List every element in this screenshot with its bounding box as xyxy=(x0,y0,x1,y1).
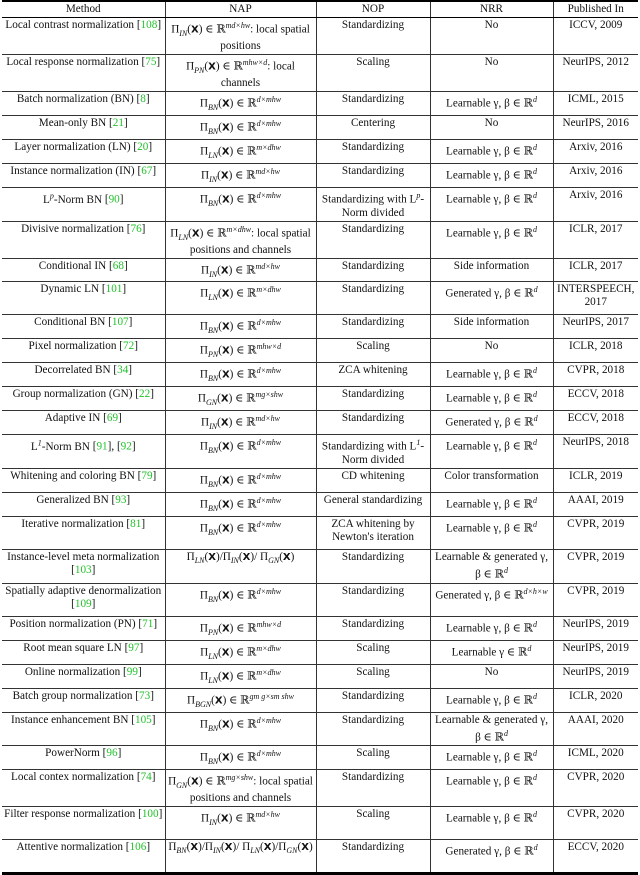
table-row xyxy=(2,583,638,616)
nop-cell: Scaling xyxy=(316,807,430,840)
nrr-cell: Learnable γ, β ∈ ℝ$^d$ xyxy=(430,163,553,187)
nop-cell: Scaling xyxy=(316,664,430,688)
published-cell: ICLR, 2017 xyxy=(553,258,638,282)
nrr-cell: No xyxy=(430,115,553,139)
nop-cell: Standardizing xyxy=(316,583,430,616)
nap-cell: $\Pi_{PN}(X)$ ∈ ℝ$^{mhw\times d}$: local channels xyxy=(165,54,316,91)
nop-cell: Standardizing xyxy=(316,712,430,746)
table-row xyxy=(2,18,638,55)
nop-cell: Standardizing with $L^p$-Norm divided xyxy=(316,187,430,221)
method-name: PowerNorm xyxy=(45,747,100,760)
published-cell: NeurIPS, 2019 xyxy=(553,664,638,688)
table-row xyxy=(2,339,638,363)
nap-cell: $\Pi_{IN}(X)$ ∈ ℝ$^{md\times hw}$: local spatial positions xyxy=(165,18,316,55)
nop-cell: Standardizing xyxy=(316,840,430,874)
method-cell xyxy=(2,387,165,411)
table-row xyxy=(2,807,638,840)
table-row xyxy=(2,282,638,315)
method-name: Batch normalization (BN) xyxy=(16,92,134,105)
citation-link[interactable]: [93] xyxy=(111,494,131,507)
citation-link[interactable]: [20] xyxy=(133,140,153,153)
citation-link[interactable]: [81] xyxy=(126,518,146,530)
nrr-cell: Learnable γ, β ∈ ℝ$^d$ xyxy=(430,517,553,550)
published-cell: ICLR, 2017 xyxy=(553,221,638,258)
method-cell xyxy=(2,187,165,221)
method-name: Attentive normalization xyxy=(16,841,123,854)
nap-cell: $\Pi_{BN}(X)$ ∈ ℝ$^{d\times mhw}$ xyxy=(165,187,316,221)
table-row xyxy=(2,411,638,435)
nop-cell: Standardizing xyxy=(316,282,430,315)
nap-cell: $\Pi_{IN}(X)$ ∈ ℝ$^{md\times hw}$ xyxy=(165,411,316,435)
nap-cell: $\Pi_{BGN}(X)$ ∈ ℝ$^{gm g\times sm shw}$ xyxy=(165,688,316,712)
published-cell: Arxiv, 2016 xyxy=(553,163,638,187)
published-cell: Arxiv, 2016 xyxy=(553,187,638,221)
nop-cell: ZCA whitening by Newton's iteration xyxy=(316,517,430,550)
nrr-cell: Learnable γ, β ∈ ℝ$^d$ xyxy=(430,688,553,712)
citation-link[interactable]: [100] xyxy=(138,808,163,821)
nap-cell: $\Pi_{IN}(X)$ ∈ ℝ$^{md\times hw}$ xyxy=(165,163,316,187)
table-row xyxy=(2,315,638,339)
nop-cell: Standardizing xyxy=(316,770,430,807)
table-row xyxy=(2,163,638,187)
nap-cell: $\Pi_{BN}(X)$ ∈ ℝ$^{d\times mhw}$ xyxy=(165,712,316,746)
published-cell: NeurIPS, 2019 xyxy=(553,640,638,664)
nrr-cell: Learnable γ, β ∈ ℝ$^d$ xyxy=(430,91,553,115)
nap-cell: $\Pi_{PN}(X)$ ∈ ℝ$^{mhw\times d}$ xyxy=(165,339,316,363)
method-cell xyxy=(2,435,165,469)
citation-link[interactable]: [22] xyxy=(135,388,154,401)
nap-cell: $\Pi_{BN}(X)/\Pi_{IN}(X)/$ $\Pi_{LN}(X)/\Pi_{GN}(X)$ xyxy=(165,840,316,874)
nap-cell: $\Pi_{GN}(X)$ ∈ ℝ$^{mg\times shw}$ xyxy=(165,387,316,411)
table-row xyxy=(2,616,638,640)
header-nap: NAP xyxy=(165,1,316,18)
table-row xyxy=(2,221,638,258)
method-cell xyxy=(2,411,165,435)
citation-link[interactable]: [97] xyxy=(124,641,144,654)
method-cell xyxy=(2,807,165,840)
nrr-cell: Learnable γ, β ∈ ℝ$^d$ xyxy=(430,435,553,469)
citation-link[interactable]: [106] xyxy=(125,841,151,854)
nrr-cell: Generated γ, β ∈ ℝ$^d$ xyxy=(430,411,553,435)
nrr-cell: No xyxy=(430,54,553,91)
method-cell xyxy=(2,640,165,664)
table-row xyxy=(2,435,638,469)
table-row xyxy=(2,493,638,517)
nop-cell: Scaling xyxy=(316,640,430,664)
nop-cell: CD whitening xyxy=(316,469,430,493)
method-name: Instance normalization (IN) xyxy=(10,164,135,177)
method-name: Conditional IN xyxy=(38,259,107,272)
table-body xyxy=(2,18,638,874)
method-name: Pixel normalization xyxy=(28,340,117,353)
header-method: Method xyxy=(2,1,165,18)
method-cell xyxy=(2,493,165,517)
published-cell: ICCV, 2009 xyxy=(553,18,638,55)
normalization-methods-table xyxy=(2,0,638,875)
method-name: Generalized BN xyxy=(36,494,109,507)
published-cell: CVPR, 2020 xyxy=(553,807,638,840)
published-cell: ECCV, 2018 xyxy=(553,387,638,411)
method-cell xyxy=(2,712,165,746)
table-row xyxy=(2,139,638,163)
nop-cell: Standardizing xyxy=(316,315,430,339)
citation-link[interactable]: [109] xyxy=(71,597,96,610)
nop-cell: General standardizing xyxy=(316,493,430,517)
published-cell: CVPR, 2018 xyxy=(553,363,638,387)
method-name: Adaptive IN xyxy=(44,412,101,425)
nop-cell: Scaling xyxy=(316,339,430,363)
method-name: Group normalization (GN) xyxy=(12,388,133,401)
nrr-cell: Learnable & generated γ, β ∈ ℝ$^d$ xyxy=(430,550,553,584)
method-cell xyxy=(2,91,165,115)
nop-cell: Centering xyxy=(316,115,430,139)
method-name: Batch group normalization xyxy=(12,689,133,702)
citation-link[interactable]: [8] xyxy=(136,92,150,105)
citation-link[interactable]: [75] xyxy=(141,55,161,68)
nap-cell: $\Pi_{BN}(X)$ ∈ ℝ$^{d\times mhw}$ xyxy=(165,469,316,493)
table-row xyxy=(2,91,638,115)
method-cell xyxy=(2,339,165,363)
method-name: Root mean square LN xyxy=(23,641,122,654)
citation-link[interactable]: [91], [92] xyxy=(92,441,136,454)
method-name: Local response normalization xyxy=(6,55,139,68)
method-cell xyxy=(2,139,165,163)
published-cell: AAAI, 2020 xyxy=(553,712,638,746)
table-row xyxy=(2,664,638,688)
published-cell: ICLR, 2018 xyxy=(553,339,638,363)
nop-cell: Scaling xyxy=(316,54,430,91)
method-name: Online normalization xyxy=(24,665,121,678)
table-row xyxy=(2,550,638,584)
method-cell xyxy=(2,221,165,258)
citation-link[interactable]: [79] xyxy=(137,470,157,483)
method-name: Local contrast normalization xyxy=(5,19,135,31)
nap-cell: $\Pi_{BN}(X)$ ∈ ℝ$^{d\times mhw}$ xyxy=(165,363,316,387)
nap-cell: $\Pi_{BN}(X)$ ∈ ℝ$^{d\times mhw}$ xyxy=(165,746,316,770)
nrr-cell: Side information xyxy=(430,258,553,282)
table-row xyxy=(2,469,638,493)
nap-cell: $\Pi_{LN}(X)/\Pi_{IN}(X)/$ $\Pi_{GN}(X)$ xyxy=(165,550,316,584)
nrr-cell: Color transformation xyxy=(430,469,553,493)
citation-link[interactable]: [96] xyxy=(102,747,122,760)
citation-link[interactable]: [101] xyxy=(101,283,127,296)
citation-link[interactable]: [72] xyxy=(119,340,138,353)
table-row xyxy=(2,115,638,139)
nop-cell: ZCA whitening xyxy=(316,363,430,387)
nrr-cell: Generated γ, β ∈ ℝ$^d$ xyxy=(430,282,553,315)
nrr-cell: Learnable γ, β ∈ ℝ$^d$ xyxy=(430,387,553,411)
header-published-in: Published In xyxy=(553,1,638,18)
nrr-cell: No xyxy=(430,339,553,363)
nop-cell: Standardizing xyxy=(316,688,430,712)
nap-cell: $\Pi_{BN}(X)$ ∈ ℝ$^{d\times mhw}$ xyxy=(165,493,316,517)
nrr-cell: Learnable & generated γ, β ∈ ℝ$^d$ xyxy=(430,712,553,746)
method-cell xyxy=(2,770,165,807)
nrr-cell: Learnable γ, β ∈ ℝ$^d$ xyxy=(430,221,553,258)
method-cell xyxy=(2,258,165,282)
citation-link[interactable]: [69] xyxy=(103,412,122,425)
citation-link[interactable]: [90] xyxy=(104,193,124,206)
method-cell xyxy=(2,550,165,584)
table-row xyxy=(2,517,638,550)
published-cell: CVPR, 2019 xyxy=(553,517,638,550)
citation-link[interactable]: [68] xyxy=(109,259,128,272)
nop-cell: Standardizing xyxy=(316,139,430,163)
published-cell: CVPR, 2019 xyxy=(553,583,638,616)
nop-cell: Standardizing xyxy=(316,163,430,187)
nap-cell: $\Pi_{BN}(X)$ ∈ ℝ$^{d\times mhw}$ xyxy=(165,517,316,550)
citation-link[interactable]: [67] xyxy=(137,164,157,177)
nop-cell: Standardizing with $L^1$-Norm divided xyxy=(316,435,430,469)
citation-link[interactable]: [74] xyxy=(136,771,156,784)
method-cell xyxy=(2,840,165,874)
published-cell: NeurIPS, 2019 xyxy=(553,616,638,640)
published-cell: ICML, 2020 xyxy=(553,746,638,770)
nrr-cell: Learnable γ, β ∈ ℝ$^d$ xyxy=(430,187,553,221)
published-cell: ICLR, 2020 xyxy=(553,688,638,712)
citation-link[interactable]: [103] xyxy=(71,564,96,576)
nap-cell: $\Pi_{BN}(X)$ ∈ ℝ$^{d\times mhw}$ xyxy=(165,315,316,339)
nrr-cell: Learnable γ, β ∈ ℝ$^d$ xyxy=(430,493,553,517)
method-name: Instance-level meta normalization xyxy=(7,551,160,563)
published-cell: CVPR, 2020 xyxy=(553,770,638,807)
nop-cell: Standardizing xyxy=(316,550,430,584)
method-name: Divisive normalization xyxy=(21,222,124,235)
citation-link[interactable]: [71] xyxy=(138,617,158,630)
method-cell xyxy=(2,315,165,339)
method-cell xyxy=(2,18,165,55)
published-cell: ICLR, 2019 xyxy=(553,469,638,493)
nop-cell: Standardizing xyxy=(316,91,430,115)
nop-cell: Scaling xyxy=(316,746,430,770)
nap-cell: $\Pi_{IN}(X)$ ∈ ℝ$^{md\times hw}$ xyxy=(165,258,316,282)
nrr-cell: Learnable γ, β ∈ ℝ$^d$ xyxy=(430,616,553,640)
table-row xyxy=(2,746,638,770)
nrr-cell: No xyxy=(430,18,553,55)
method-name: Spatially adaptive denormalization xyxy=(5,584,162,597)
nop-cell: Standardizing xyxy=(316,411,430,435)
table-row xyxy=(2,258,638,282)
published-cell: NeurIPS, 2016 xyxy=(553,115,638,139)
method-cell xyxy=(2,363,165,387)
citation-link[interactable]: [73] xyxy=(135,689,154,702)
method-cell xyxy=(2,746,165,770)
table-header-row xyxy=(2,1,638,18)
method-name: Instance enhancement BN xyxy=(11,713,129,726)
header-nop: NOP xyxy=(316,1,430,18)
method-cell xyxy=(2,583,165,616)
nap-cell: $\Pi_{GN}(X)$ ∈ ℝ$^{mg\times shw}$: local spatial positions and channels xyxy=(165,770,316,807)
method-name: Conditional BN xyxy=(34,316,106,329)
nrr-cell: Generated γ, β ∈ ℝ$^d$ xyxy=(430,840,553,874)
nap-cell: $\Pi_{PN}(X)$ ∈ ℝ$^{mhw\times d}$ xyxy=(165,616,316,640)
nrr-cell: Side information xyxy=(430,315,553,339)
nrr-cell: Learnable γ, β ∈ ℝ$^d$ xyxy=(430,139,553,163)
table-row xyxy=(2,712,638,746)
nap-cell: $\Pi_{LN}(X)$ ∈ ℝ$^{m\times dhw}$: local spatial positions and channels xyxy=(165,221,316,258)
nrr-cell: Learnable γ ∈ ℝ$^d$ xyxy=(430,640,553,664)
method-cell xyxy=(2,517,165,550)
nop-cell: Standardizing xyxy=(316,616,430,640)
nap-cell: $\Pi_{LN}(X)$ ∈ ℝ$^{m\times dhw}$ xyxy=(165,640,316,664)
table-row xyxy=(2,54,638,91)
method-name: Position normalization (PN) xyxy=(9,617,136,630)
table-row xyxy=(2,840,638,874)
published-cell: NeurIPS, 2017 xyxy=(553,315,638,339)
method-name: Iterative normalization xyxy=(21,518,124,530)
nap-cell: $\Pi_{BN}(X)$ ∈ ℝ$^{d\times mhw}$ xyxy=(165,583,316,616)
method-name: $L^1$-Norm BN xyxy=(30,438,90,454)
method-cell xyxy=(2,54,165,91)
method-name: Layer normalization (LN) xyxy=(14,140,131,153)
nrr-cell: Learnable γ, β ∈ ℝ$^d$ xyxy=(430,746,553,770)
citation-link[interactable]: [107] xyxy=(108,316,133,329)
method-name: Whitening and coloring BN xyxy=(10,470,135,483)
citation-link[interactable]: [105] xyxy=(131,713,156,726)
citation-link[interactable]: [76] xyxy=(126,222,146,235)
citation-link[interactable]: [34] xyxy=(113,364,133,377)
nrr-cell: Learnable γ, β ∈ ℝ$^d$ xyxy=(430,363,553,387)
nap-cell: $\Pi_{BN}(X)$ ∈ ℝ$^{d\times mhw}$ xyxy=(165,435,316,469)
citation-link[interactable]: [21] xyxy=(109,116,128,129)
published-cell: Arxiv, 2016 xyxy=(553,139,638,163)
table-row xyxy=(2,770,638,807)
nrr-cell: No xyxy=(430,664,553,688)
method-name: Dynamic LN xyxy=(40,283,100,296)
header-nrr: NRR xyxy=(430,1,553,18)
table-row xyxy=(2,363,638,387)
table-row xyxy=(2,688,638,712)
nap-cell: $\Pi_{IN}(X)$ ∈ ℝ$^{md\times hw}$ xyxy=(165,807,316,840)
nrr-cell: Learnable γ, β ∈ ℝ$^d$ xyxy=(430,770,553,807)
method-cell xyxy=(2,664,165,688)
nop-cell: Standardizing xyxy=(316,18,430,55)
nap-cell: $\Pi_{LN}(X)$ ∈ ℝ$^{m\times dhw}$ xyxy=(165,664,316,688)
table-row xyxy=(2,387,638,411)
published-cell: ICML, 2015 xyxy=(553,91,638,115)
published-cell: ECCV, 2018 xyxy=(553,411,638,435)
method-cell xyxy=(2,616,165,640)
citation-link[interactable]: [99] xyxy=(123,665,142,678)
published-cell: ECCV, 2020 xyxy=(553,840,638,874)
nop-cell: Standardizing xyxy=(316,221,430,258)
method-name: Filter response normalization xyxy=(4,808,136,821)
method-cell xyxy=(2,115,165,139)
nrr-cell: Learnable γ, β ∈ ℝ$^d$ xyxy=(430,807,553,840)
method-cell xyxy=(2,163,165,187)
method-name: $L^p$-Norm BN xyxy=(43,190,103,206)
nop-cell: Standardizing xyxy=(316,258,430,282)
nap-cell: $\Pi_{LN}(X)$ ∈ ℝ$^{m\times dhw}$ xyxy=(165,282,316,315)
nap-cell: $\Pi_{BN}(X)$ ∈ ℝ$^{d\times mhw}$ xyxy=(165,91,316,115)
method-name: Decorrelated BN xyxy=(34,364,111,377)
citation-link[interactable]: [108] xyxy=(136,19,162,31)
nop-cell: Standardizing xyxy=(316,387,430,411)
nap-cell: $\Pi_{LN}(X)$ ∈ ℝ$^{m\times dhw}$ xyxy=(165,139,316,163)
method-cell xyxy=(2,469,165,493)
method-name: Mean-only BN xyxy=(38,116,107,129)
method-cell xyxy=(2,282,165,315)
published-cell: NeurIPS, 2018 xyxy=(553,435,638,469)
table-row xyxy=(2,187,638,221)
published-cell: AAAI, 2019 xyxy=(553,493,638,517)
published-cell: CVPR, 2019 xyxy=(553,550,638,584)
table-row xyxy=(2,640,638,664)
nap-cell: $\Pi_{BN}(X)$ ∈ ℝ$^{d\times mhw}$ xyxy=(165,115,316,139)
published-cell: INTERSPEECH, 2017 xyxy=(553,282,638,315)
method-name: Local contex normalization xyxy=(11,771,135,784)
method-cell xyxy=(2,688,165,712)
published-cell: NeurIPS, 2012 xyxy=(553,54,638,91)
nrr-cell: Generated γ, β ∈ ℝ$^{d\times h\times w}$ xyxy=(430,583,553,616)
